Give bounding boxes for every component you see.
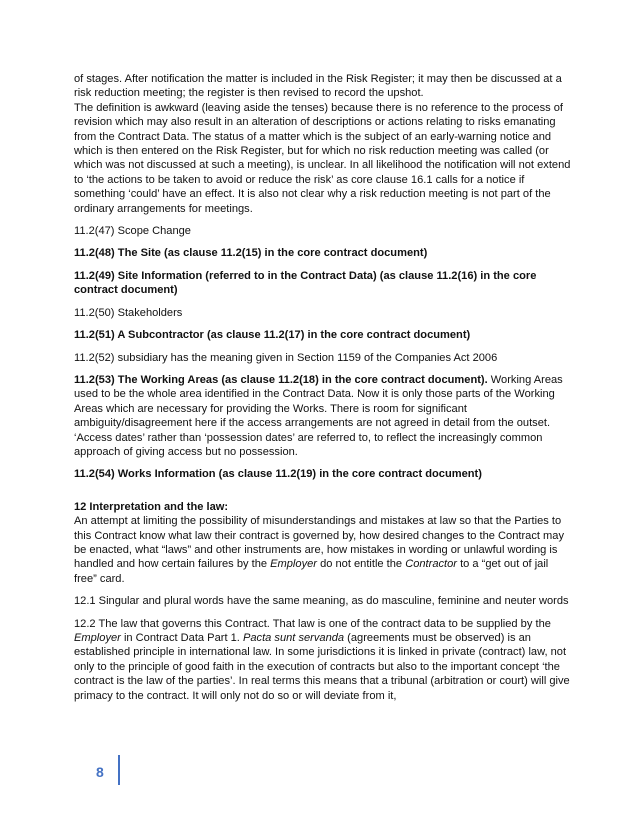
document-body: [74, 72, 574, 711]
clause-12-1: 12.1 Singular and plural words have the same meaning, as do masculine, feminine and neuter words: [74, 595, 569, 608]
clause-11-2-54: 11.2(54) Works Information (as clause 11.2(19) in the core contract document): [74, 468, 482, 481]
clause-11-2-50: 11.2(50) Stakeholders: [74, 306, 183, 319]
section-12-text-b: do not entitle the: [316, 558, 406, 571]
clause-12-2-text-c: (agreements must be observed) is an established principle in international law. In some jurisdictions it is linked in private (contract) law, not only to the principle of good faith in the execution of contracts but also to the important concept ‘the contract is the law of the parties’. In real terms this means that a tribunal (arbitration or court) will give primacy to the contract. It will only not do so or will deviate from it,: [74, 632, 570, 702]
clause-11-2-47: 11.2(47) Scope Change: [74, 225, 191, 238]
clause-11-2-53-body: Working Areas used to be the whole area identified in the Contract Data. Now it is only those parts of the Working Areas which are necessary for providing the Works. There is room for significant ambiguity/disagreement here if the access arrangements are not agreed in detail from the outset. ‘Access dates’ rather than ‘possession dates’ are referred to, to reflect the increasingly common approach of giving access but no possession.: [74, 373, 563, 458]
clause-12-2: [74, 617, 574, 703]
contractor-term: Contractor: [405, 558, 457, 571]
section-12-text-c: to a “get out of jail free” card.: [74, 558, 549, 585]
employer-term: Employer: [74, 632, 121, 644]
employer-term: Employer: [270, 558, 317, 571]
clause-11-2-51: 11.2(51) A Subcontractor (as clause 11.2(17) in the core contract document): [74, 329, 471, 342]
section-12: [74, 500, 574, 586]
clause-12-2-text-a: 12.2 The law that governs this Contract. That law is one of the contract data to be supplied by the: [74, 617, 551, 630]
clause-12-2-text-b: in Contract Data Part 1.: [120, 632, 243, 644]
clause-11-2-53: [74, 373, 574, 459]
section-12-heading: 12 Interpretation and the law:: [74, 500, 229, 513]
clause-11-2-49: 11.2(49) Site Information (referred to in the Contract Data) (as clause 11.2(16) in the core contract document): [74, 269, 537, 297]
section-12-text-a: An attempt at limiting the possibility of misunderstandings and mistakes at law so that the Parties to this Contract know what law their contract is governed by, how desired changes to the Contract may be enacted, what “laws” and other instruments are, how mistakes in wording or unlawful wording is handled and how certain failures by the: [74, 515, 565, 571]
clause-11-2-52: 11.2(52) subsidiary has the meaning given in Section 1159 of the Companies Act 2006: [74, 351, 498, 364]
paragraph-stages: of stages. After notification the matter is included in the Risk Register; it may then be discussed at a risk reduction meeting; the register is then revised to record the upshot.: [74, 73, 562, 100]
page-number: 8: [96, 764, 104, 780]
footer-divider: [118, 755, 120, 785]
clause-11-2-48: 11.2(48) The Site (as clause 11.2(15) in the core contract document): [74, 247, 428, 260]
latin-phrase: Pacta sunt servanda: [242, 632, 345, 644]
clause-11-2-53-heading: 11.2(53) The Working Areas (as clause 11.2(18) in the core contract document).: [74, 373, 488, 386]
paragraph-definition: The definition is awkward (leaving aside the tenses) because there is no reference to the process of revision which may also result in an alteration of descriptions or actions relating to risks emanating from the Contract Data. The status of a matter which is the subject of an early-warning notice and which is then entered on the Risk Register, but for which no risk reduction meeting was called (or which was not discussed at such a meeting), is unclear. In all likelihood the notification will not extend to ‘the actions to be taken to avoid or reduce the risk’ as core clause 16.1 calls for a notice if something ‘could’ have an effect. It is also not clear why a risk reduction meeting is not part of the ordinary arrangements for meetings.: [74, 101, 571, 215]
